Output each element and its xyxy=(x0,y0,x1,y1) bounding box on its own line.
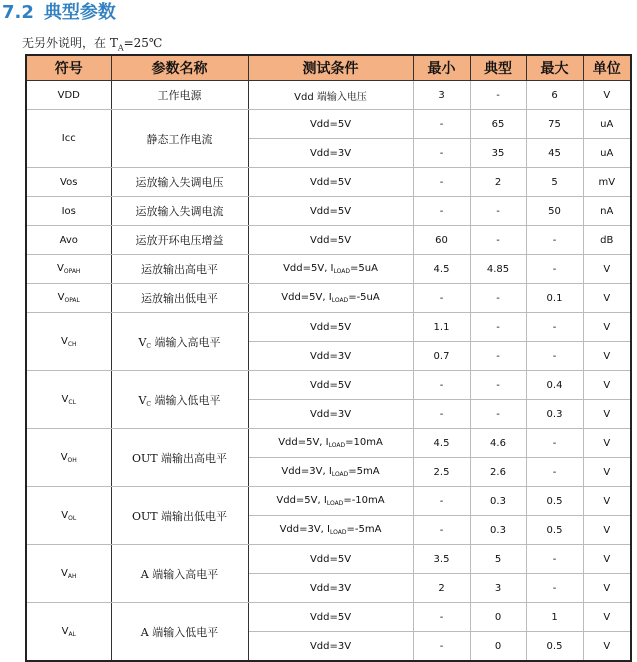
typ-cell: - xyxy=(470,226,526,255)
param-name-text: 运放输入失调电流 xyxy=(135,205,224,218)
symbol-subscript: OPAL xyxy=(64,297,80,304)
condition-text: Vdd=5V xyxy=(309,553,352,565)
unit-cell: V xyxy=(583,516,631,545)
condition-text: Vdd=3V, I xyxy=(281,466,332,477)
typ-cell: 0.3 xyxy=(470,516,526,545)
param-name-cell xyxy=(111,197,248,226)
max-cell: 5 xyxy=(526,168,583,197)
table-row xyxy=(26,429,631,458)
header-max: 最大 xyxy=(526,55,583,81)
max-cell: 6 xyxy=(526,81,583,110)
min-cell: 4.5 xyxy=(413,429,470,458)
unit-cell: V xyxy=(583,545,631,574)
condition-cell xyxy=(248,110,413,139)
param-name-tail: 端输入高电平 xyxy=(151,335,221,349)
condition-cell xyxy=(248,226,413,255)
table-row xyxy=(26,168,631,197)
section-title: 典型参数 xyxy=(43,2,116,23)
max-cell: - xyxy=(526,342,583,371)
condition-text: Vdd=5V, I xyxy=(283,263,334,274)
typ-cell: 65 xyxy=(470,110,526,139)
typ-cell: 4.85 xyxy=(470,255,526,284)
min-cell: - xyxy=(413,284,470,313)
note-sub: A xyxy=(117,43,124,53)
table-row xyxy=(26,110,631,139)
condition-tail: =-5uA xyxy=(348,292,380,303)
condition-subscript: LOAD xyxy=(328,442,346,449)
min-cell: - xyxy=(413,371,470,400)
condition-cell xyxy=(248,371,413,400)
unit-cell: V xyxy=(583,574,631,603)
unit-cell: V xyxy=(583,371,631,400)
condition-text: Vdd=5V, I xyxy=(276,495,327,506)
typ-cell: - xyxy=(470,400,526,429)
symbol-cell xyxy=(26,313,111,371)
param-name-text: V xyxy=(138,335,147,349)
symbol-text: V xyxy=(61,393,69,405)
unit-cell: V xyxy=(583,400,631,429)
header-row xyxy=(26,55,631,81)
symbol-subscript: CH xyxy=(67,340,77,348)
param-name-tail: 端输入低电平 xyxy=(151,393,221,407)
param-name-cell xyxy=(111,284,248,313)
symbol-cell xyxy=(26,603,111,662)
unit-cell: V xyxy=(583,429,631,458)
table-row xyxy=(26,371,631,400)
section-number: 7.2 xyxy=(2,2,34,23)
unit-cell: dB xyxy=(583,226,631,255)
condition-subscript: LOAD xyxy=(333,268,350,275)
typ-cell: 0 xyxy=(470,603,526,632)
min-cell: - xyxy=(413,487,470,516)
symbol-text: V xyxy=(61,567,68,579)
header-min: 最小 xyxy=(413,55,470,81)
condition-cell xyxy=(248,487,413,516)
condition-text: Vdd=5V xyxy=(309,611,352,623)
max-cell: - xyxy=(526,574,583,603)
condition-cell xyxy=(248,516,413,545)
header-name: 参数名称 xyxy=(111,55,248,81)
min-cell: 2 xyxy=(413,574,470,603)
max-cell: 0.4 xyxy=(526,371,583,400)
min-cell: - xyxy=(413,400,470,429)
typ-cell: 0.3 xyxy=(470,487,526,516)
condition-text: Vdd=5V xyxy=(309,205,352,217)
symbol-cell xyxy=(26,255,111,284)
condition-cell xyxy=(248,284,413,313)
unit-cell: uA xyxy=(583,110,631,139)
table-row xyxy=(26,255,631,284)
param-name-cell xyxy=(111,429,248,487)
symbol-text: Vos xyxy=(60,176,78,188)
min-cell: 4.5 xyxy=(413,255,470,284)
param-name-text: 静态工作电流 xyxy=(146,132,213,146)
condition-subscript: LOAD xyxy=(326,500,344,507)
table-body xyxy=(26,81,631,662)
symbol-cell xyxy=(26,284,111,313)
condition-cell xyxy=(248,429,413,458)
min-cell: - xyxy=(413,603,470,632)
table-row xyxy=(26,197,631,226)
condition-cell xyxy=(248,81,413,110)
param-name-cell xyxy=(111,168,248,197)
condition-cell xyxy=(248,603,413,632)
typ-cell: 4.6 xyxy=(470,429,526,458)
note-suffix: =25℃ xyxy=(123,36,163,50)
unit-cell: V xyxy=(583,458,631,487)
table-row xyxy=(26,81,631,110)
condition-cell xyxy=(248,400,413,429)
symbol-text: V xyxy=(61,509,69,521)
unit-cell: V xyxy=(583,284,631,313)
typ-cell: - xyxy=(470,81,526,110)
min-cell: - xyxy=(413,110,470,139)
max-cell: - xyxy=(526,429,583,458)
symbol-cell xyxy=(26,197,111,226)
min-cell: - xyxy=(413,139,470,168)
condition-cell xyxy=(248,139,413,168)
symbol-cell xyxy=(26,545,111,603)
symbol-subscript: OH xyxy=(67,456,77,464)
condition-cell xyxy=(248,255,413,284)
typ-cell: - xyxy=(470,313,526,342)
unit-cell: V xyxy=(583,603,631,632)
condition-text: Vdd=3V xyxy=(309,350,352,362)
max-cell: - xyxy=(526,545,583,574)
max-cell: 50 xyxy=(526,197,583,226)
symbol-text: V xyxy=(60,451,68,463)
section-heading xyxy=(2,0,116,26)
unit-cell: V xyxy=(583,313,631,342)
condition-text: Vdd=5V xyxy=(309,176,352,188)
table-row xyxy=(26,487,631,516)
symbol-cell xyxy=(26,168,111,197)
min-cell: 3 xyxy=(413,81,470,110)
typ-cell: 5 xyxy=(470,545,526,574)
min-cell: 2.5 xyxy=(413,458,470,487)
max-cell: - xyxy=(526,313,583,342)
condition-cell xyxy=(248,545,413,574)
condition-text: Vdd=5V, I xyxy=(278,437,329,448)
condition-text: Vdd=3V xyxy=(309,582,352,594)
condition-tail: =5mA xyxy=(348,466,380,477)
table-row xyxy=(26,226,631,255)
condition-text: Vdd=5V xyxy=(309,379,352,391)
max-cell: 0.5 xyxy=(526,516,583,545)
symbol-text: V xyxy=(57,263,64,274)
symbol-cell xyxy=(26,110,111,168)
symbol-text: V xyxy=(60,335,68,347)
param-name-text: OUT 端输出高电平 xyxy=(131,451,228,465)
header-condition: 测试条件 xyxy=(248,55,413,81)
condition-tail: =5uA xyxy=(350,263,378,274)
symbol-text: VDD xyxy=(57,89,80,101)
param-name-cell xyxy=(111,603,248,662)
param-name-text: A 端输入低电平 xyxy=(140,625,219,639)
header-symbol: 符号 xyxy=(26,55,111,81)
symbol-text: Ios xyxy=(61,205,76,217)
condition-text: Vdd=3V xyxy=(309,408,352,420)
max-cell: 0.1 xyxy=(526,284,583,313)
symbol-text: V xyxy=(57,292,65,303)
unit-cell: V xyxy=(583,81,631,110)
condition-cell xyxy=(248,458,413,487)
param-name-text: A 端输入高电平 xyxy=(140,567,219,581)
unit-cell: V xyxy=(583,255,631,284)
symbol-subscript: AH xyxy=(67,572,77,580)
unit-cell: V xyxy=(583,487,631,516)
note-prefix: 无另外说明，在 T xyxy=(22,36,118,50)
condition-text: Vdd=3V xyxy=(309,147,352,159)
condition-cell xyxy=(248,574,413,603)
typ-cell: 2.6 xyxy=(470,458,526,487)
typ-cell: 3 xyxy=(470,574,526,603)
min-cell: 1.1 xyxy=(413,313,470,342)
max-cell: 1 xyxy=(526,603,583,632)
condition-text: Vdd=5V xyxy=(309,321,352,333)
min-cell: 0.7 xyxy=(413,342,470,371)
condition-cell xyxy=(248,168,413,197)
min-cell: - xyxy=(413,168,470,197)
symbol-text: Avo xyxy=(59,234,78,246)
param-name-cell xyxy=(111,313,248,371)
typ-cell: 2 xyxy=(470,168,526,197)
table-row xyxy=(26,313,631,342)
condition-cell xyxy=(248,313,413,342)
param-name-cell xyxy=(111,110,248,168)
condition-text: Vdd=5V, I xyxy=(281,292,332,303)
min-cell: 3.5 xyxy=(413,545,470,574)
param-name-cell xyxy=(111,226,248,255)
param-name-text: V xyxy=(138,393,147,407)
param-name-subscript: C xyxy=(146,400,152,408)
condition-tail: =-5mA xyxy=(346,524,382,535)
param-name-text: 运放开环电压增益 xyxy=(135,234,224,247)
typ-cell: - xyxy=(470,197,526,226)
min-cell: - xyxy=(413,516,470,545)
parameter-table xyxy=(25,54,632,662)
condition-subscript: LOAD xyxy=(330,529,347,536)
condition-cell xyxy=(248,342,413,371)
symbol-subscript: OPAH xyxy=(63,268,81,275)
max-cell: 45 xyxy=(526,139,583,168)
unit-cell: uA xyxy=(583,139,631,168)
table-row xyxy=(26,603,631,632)
typ-cell: 0 xyxy=(470,632,526,662)
typ-cell: - xyxy=(470,371,526,400)
condition-cell xyxy=(248,197,413,226)
max-cell: 0.5 xyxy=(526,487,583,516)
param-name-text: OUT 端输出低电平 xyxy=(131,509,228,523)
table-row xyxy=(26,284,631,313)
typ-cell: - xyxy=(470,342,526,371)
symbol-cell xyxy=(26,429,111,487)
typ-cell: - xyxy=(470,284,526,313)
condition-subscript: LOAD xyxy=(331,297,349,304)
table-row xyxy=(26,545,631,574)
typ-cell: 35 xyxy=(470,139,526,168)
condition-cell xyxy=(248,632,413,662)
symbol-subscript: OL xyxy=(68,514,77,522)
param-name-cell xyxy=(111,255,248,284)
unit-cell: nA xyxy=(583,197,631,226)
symbol-subscript: AL xyxy=(68,630,76,638)
symbol-cell xyxy=(26,371,111,429)
symbol-subscript: CL xyxy=(68,398,76,406)
max-cell: - xyxy=(526,458,583,487)
max-cell: - xyxy=(526,226,583,255)
max-cell: - xyxy=(526,255,583,284)
condition-text: Vdd=5V xyxy=(309,118,352,130)
max-cell: 75 xyxy=(526,110,583,139)
param-name-cell xyxy=(111,81,248,110)
param-name-text: 工作电源 xyxy=(157,89,202,102)
condition-subscript: LOAD xyxy=(331,471,349,478)
symbol-text: V xyxy=(61,625,69,637)
condition-text: Vdd 端输入电压 xyxy=(294,91,367,103)
unit-cell: V xyxy=(583,342,631,371)
min-cell: - xyxy=(413,197,470,226)
unit-cell: mV xyxy=(583,168,631,197)
min-cell: - xyxy=(413,632,470,662)
symbol-text: Icc xyxy=(61,133,76,144)
condition-tail: =-10mA xyxy=(343,495,385,506)
header-unit: 单位 xyxy=(583,55,631,81)
condition-tail: =10mA xyxy=(345,437,383,448)
symbol-cell xyxy=(26,81,111,110)
param-name-text: 运放输出高电平 xyxy=(141,263,218,276)
header-typ: 典型 xyxy=(470,55,526,81)
symbol-cell xyxy=(26,487,111,545)
param-name-text: 运放输出低电平 xyxy=(141,292,218,305)
param-name-cell xyxy=(111,545,248,603)
max-cell: 0.3 xyxy=(526,400,583,429)
max-cell: 0.5 xyxy=(526,632,583,662)
unit-cell: V xyxy=(583,632,631,662)
param-name-text: 运放输入失调电压 xyxy=(135,176,224,189)
param-name-subscript: C xyxy=(146,342,152,350)
condition-text: Vdd=3V, I xyxy=(279,524,330,535)
symbol-cell xyxy=(26,226,111,255)
condition-text: Vdd=3V xyxy=(309,640,352,652)
condition-text: Vdd=5V xyxy=(309,234,352,246)
min-cell: 60 xyxy=(413,226,470,255)
param-name-cell xyxy=(111,371,248,429)
param-name-cell xyxy=(111,487,248,545)
